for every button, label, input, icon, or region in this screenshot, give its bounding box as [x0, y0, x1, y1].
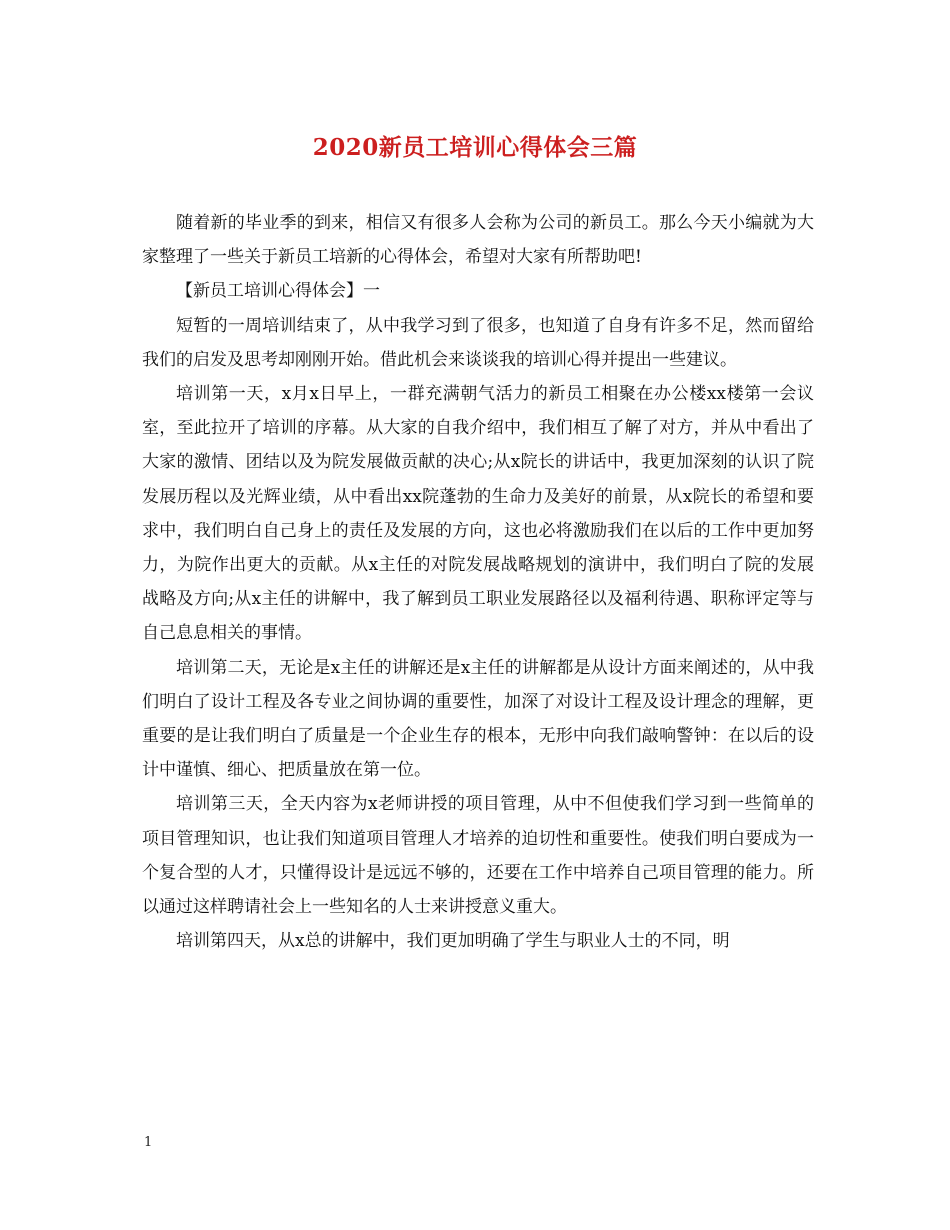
paragraph-day-three: 培训第三天，全天内容为x老师讲授的项目管理，从中不但使我们学习到一些简单的项目管理知识，也让我们知道项目管理人才培养的迫切性和重要性。使我们明白要成为一个复合型的人才，只懂得设计是远远不够的，还要在工作中培养自己项目管理的能力。所以通过这样聘请社会上一些知名的人士来讲授意义重大。	[142, 794, 814, 918]
page-number: 1	[144, 1135, 153, 1150]
paragraph-day-four: 培训第四天，从x总的讲解中，我们更加明确了学生与职业人士的不同，明	[176, 931, 730, 952]
section-heading: 【新员工培训心得体会】一	[176, 281, 380, 302]
paragraph-day-two: 培训第二天，无论是x主任的讲解还是x主任的讲解都是从设计方面来阐述的，从中我们明白了设计工程及各专业之间协调的重要性，加深了对设计工程及设计理念的理解，更重要的是让我们明白了质量是一个企业生存的根本，无形中向我们敲响警钟：在以后的设计中谨慎、细心、把质量放在第一位。	[142, 657, 814, 781]
paragraph-intro: 随着新的毕业季的到来，相信又有很多人会称为公司的新员工。那么今天小编就为大家整理了一些关于新员工培新的心得体会，希望对大家有所帮助吧!	[142, 213, 814, 268]
document-body	[142, 206, 814, 958]
document-title: 2020新员工培训心得体会三篇	[312, 134, 638, 161]
paragraph-overview: 短暂的一周培训结束了，从中我学习到了很多，也知道了自身有许多不足，然而留给我们的启发及思考却刚刚开始。借此机会来谈谈我的培训心得并提出一些建议。	[142, 315, 814, 370]
paragraph-day-one: 培训第一天，x月x日早上，一群充满朝气活力的新员工相聚在办公楼xx楼第一会议室，至此拉开了培训的序幕。从大家的自我介绍中，我们相互了解了对方，并从中看出了大家的激情、团结以及为院发展做贡献的决心;从x院长的讲话中，我更加深刻的认识了院发展历程以及光辉业绩，从中看出xx院蓬勃的生命力及美好的前景，从x院长的希望和要求中，我们明白自己身上的责任及发展的方向，这也必将激励我们在以后的工作中更加努力，为院作出更大的贡献。从x主任的对院发展战略规划的演讲中，我们明白了院的发展战略及方向;从x主任的讲解中，我了解到员工职业发展路径以及福利待遇、职称评定等与自己息息相关的事情。	[142, 384, 814, 644]
